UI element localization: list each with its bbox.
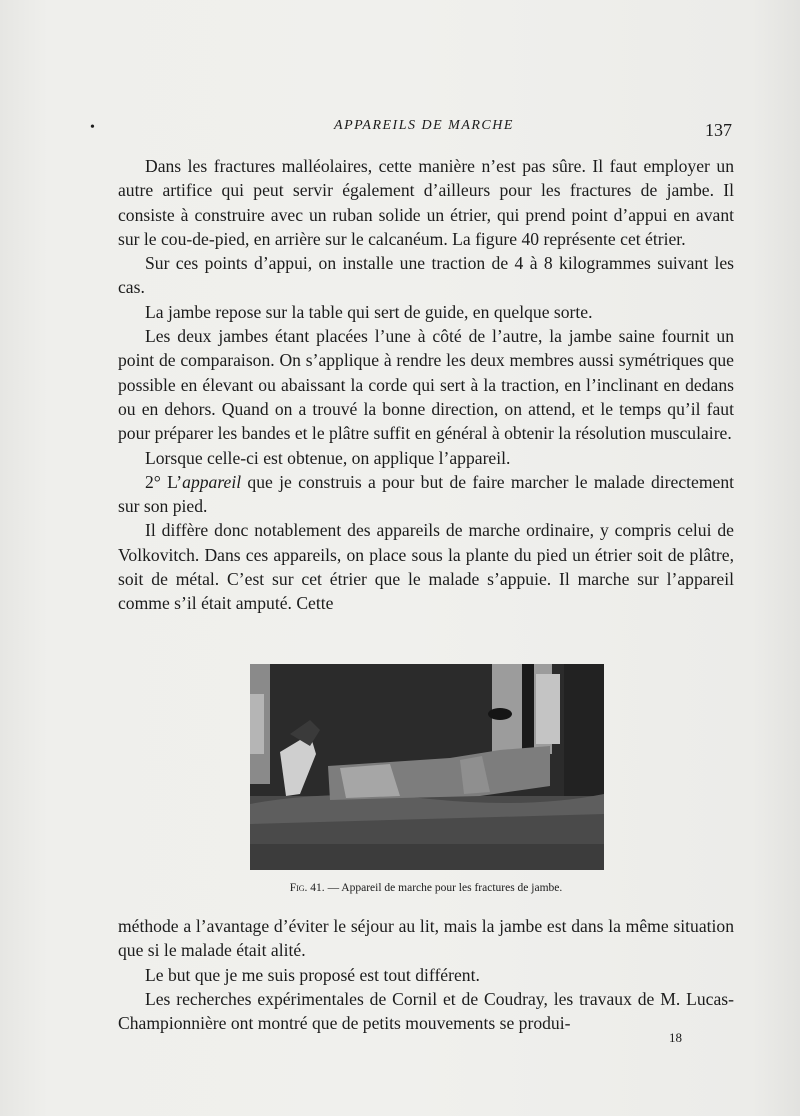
paragraph: Dans les fractures malléolaires, cette manière n’est pas sûre. Il faut employer un autre artifice qui peut servir également d’ailleurs pour les fractures de jambe. Il consiste à construire avec un ruban solide un étrier, qui prend point d’appui en avant sur le cou-de-pied, en arrière sur le calcanéum. La figure 40 représente cet étrier. xyxy=(118,156,734,249)
margin-dot: • xyxy=(90,120,95,135)
figure-caption-text: — Appareil de marche pour les fractures de jambe. xyxy=(324,882,563,894)
paragraph: Il diffère donc notablement des appareils de marche ordinaire, y compris celui de Volkovitch. Dans ces appareils, on place sous la plante du pied un étrier soit de plâtre, soit de métal. C’est sur cet étrier que le malade s’appuie. Il marche sur l’appareil comme s’il était amputé. Cette xyxy=(118,520,734,614)
paragraph: Le but que je me suis proposé est tout différent. xyxy=(145,964,480,985)
running-title: APPAREILS DE MARCHE xyxy=(334,118,514,133)
paragraph: Les deux jambes étant placées l’une à côté de l’autre, la jambe saine fournit un point de comparaison. On s’applique à rendre les deux membres aussi symétriques que possible en élevant ou abaissant la corde qui sert à la traction, en l’inclinant en dedans ou en dehors. Quand on a trouvé la bonne direction, on attend, et le temps qu’il faut pour préparer les bandes et le plâtre suffit en général à obtenir la résolution musculaire. xyxy=(118,326,734,444)
paragraph-appareil xyxy=(118,470,734,519)
paragraph: Sur ces points d’appui, on installe une traction de 4 à 8 kilogrammes suivant les cas. xyxy=(118,253,734,298)
body-text-top xyxy=(118,154,734,616)
text-run: L’ xyxy=(167,471,183,492)
paragraph: La jambe repose sur la table qui sert de guide, en quelque sorte. xyxy=(145,301,593,322)
signature-mark: 18 xyxy=(669,1030,682,1045)
figure-label: Fig. 41. xyxy=(289,882,325,894)
paragraph-continuation: méthode a l’avantage d’éviter le séjour au lit, mais la jambe est dans la même situation que si le malade était alité. xyxy=(118,916,734,961)
figure-caption xyxy=(118,882,734,894)
body-text-bottom xyxy=(118,914,734,1035)
paragraph: Les recherches expérimentales de Cornil et de Coudray, les travaux de M. Lucas-Championnière ont montré que de petits mouvements se produi- xyxy=(118,988,734,1034)
text-run: que je construis a pour but de faire marcher le malade directement sur son pied. xyxy=(118,471,735,517)
list-number: 2° xyxy=(145,471,168,492)
photo-image xyxy=(250,664,604,870)
paragraph: Lorsque celle-ci est obtenue, on applique l’appareil. xyxy=(145,447,511,468)
italic-term: appareil xyxy=(182,471,242,492)
page-number: 137 xyxy=(705,120,732,140)
figure-photo xyxy=(250,664,604,870)
